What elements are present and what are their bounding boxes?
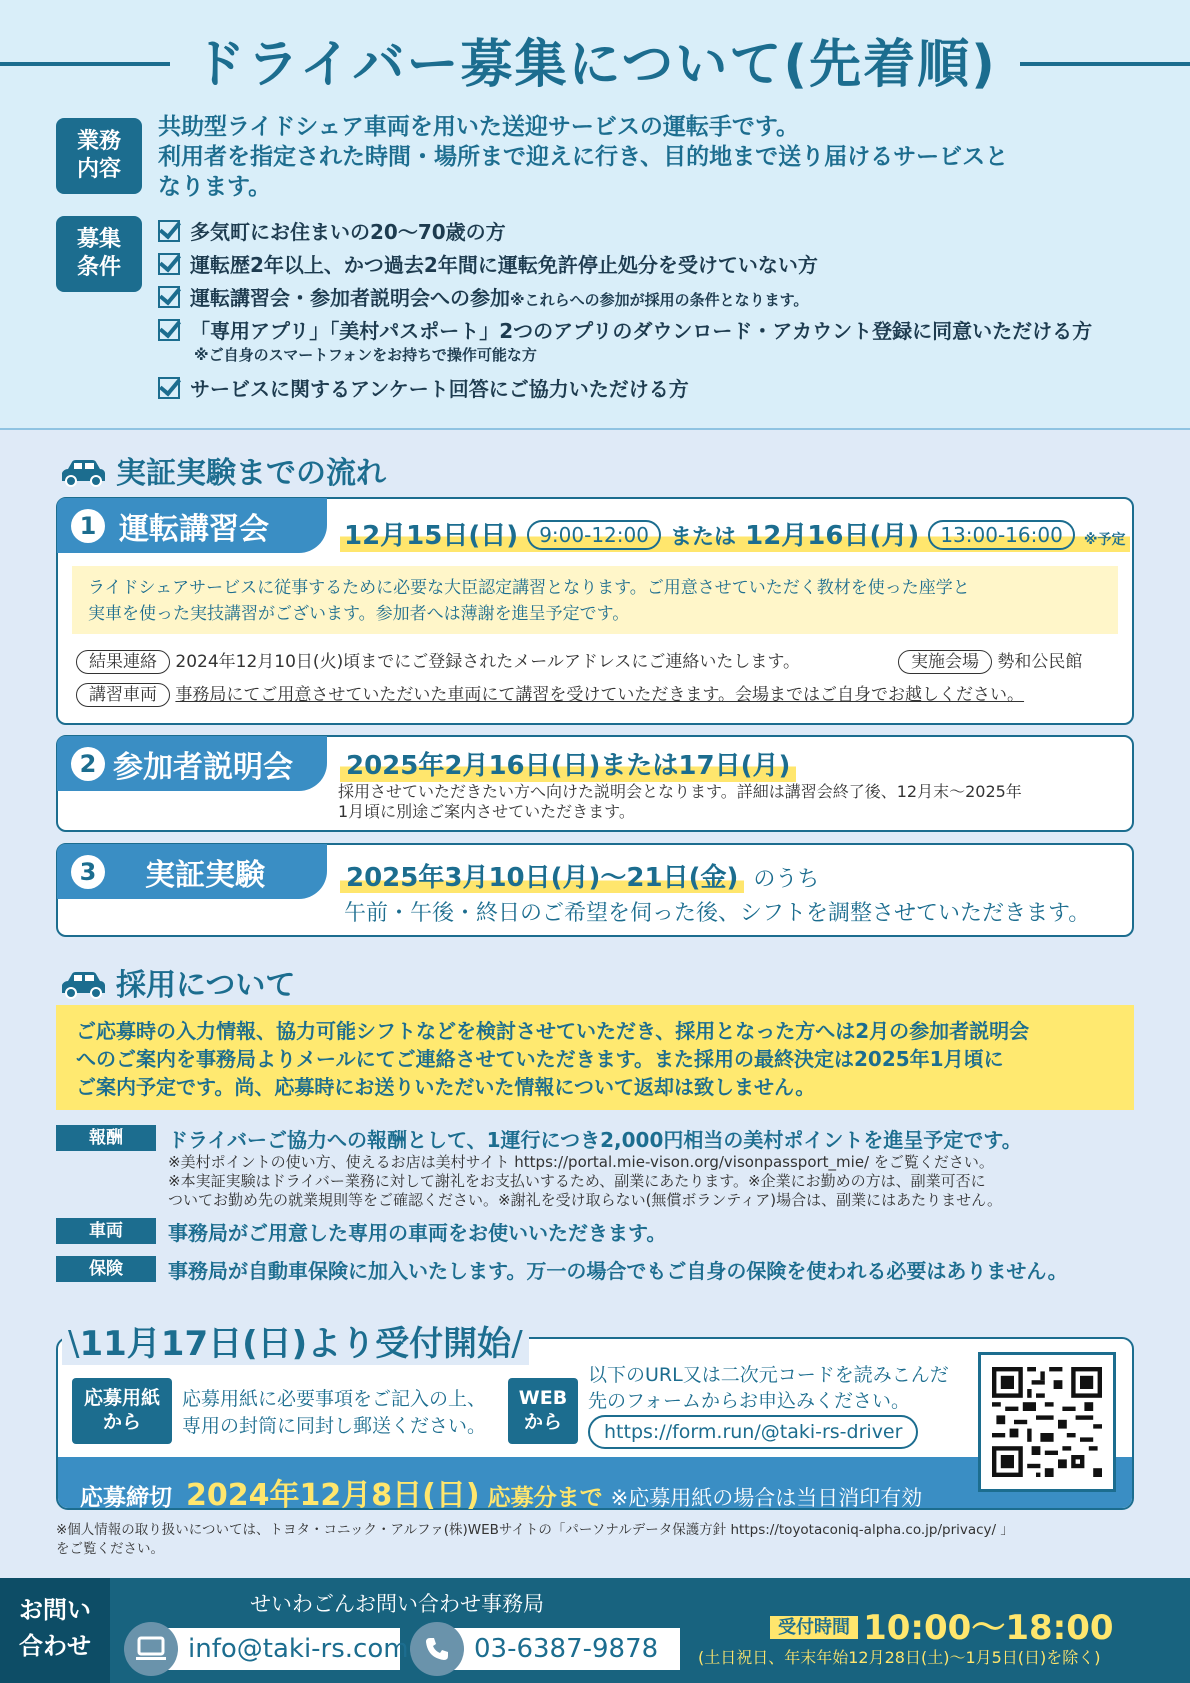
privacy-line: をご覧ください。 [56, 1541, 164, 1557]
result-text: 2024年12月10日(火)頃までにご登録されたメールアドレスにご連絡いたします。 [175, 652, 800, 672]
insurance-info: 事務局が自動車保険に加入いたします。万一の場合でもご自身の保険を使われる必要はありません。 [168, 1259, 1068, 1283]
venue-label: 実施会場 [898, 650, 992, 674]
step2-description [338, 782, 1022, 822]
qr-code[interactable] [978, 1352, 1116, 1492]
hours-value: 10:00〜18:00 [863, 1608, 1114, 1648]
step2-date: 2025年2月16日(日)または17日(月) [340, 745, 796, 782]
condition-text: サービスに関するアンケート回答にご協力いただける方 [190, 377, 689, 401]
reward-note-line: ※本実証実験はドライバー業務に対して謝礼をお支払いするため、副業にあたります。※企業にお勤めの方は、副業可否に [168, 1172, 986, 1190]
deadline-date: 2024年12月8日(日) [186, 1478, 480, 1513]
paper-text-line: 専用の封筒に同封し郵送ください。 [182, 1415, 487, 1437]
job-line: なります。 [158, 174, 272, 200]
deadline-suffix: 応募分まで [487, 1485, 603, 1511]
page-title: ドライバー募集について(先着順) [193, 35, 997, 95]
hours-note: (土日祝日、年末年始12月28日(土)〜1月5日(日)を除く) [698, 1648, 1101, 1667]
paper-label [72, 1378, 172, 1444]
privacy-line: ※個人情報の取り扱いについては、トヨタ・コニック・アルファ(株)WEBサイトの「パーソナルデータ保護方針 https://toyotaconiq-alpha.co.jp/privacy/ 」 [56, 1522, 1014, 1538]
step1-time2: 13:00-16:00 [928, 520, 1075, 550]
phone-text[interactable]: 03-6387-9878 [474, 1634, 659, 1664]
car-icon [58, 459, 108, 487]
apply-start-text: 11月17日(日)より受付開始 [79, 1324, 512, 1364]
venue-text: 勢和公民館 [997, 652, 1083, 672]
apply-start: \11月17日(日)より受付開始/ [62, 1316, 529, 1365]
step1-note: ※予定 [1083, 532, 1126, 548]
step2-desc-line: 採用させていただきたい方へ向けた説明会となります。詳細は講習会終了後、12月末〜2025年 [338, 782, 1022, 801]
contact-office: せいわごんお問い合わせ事務局 [250, 1592, 544, 1616]
checkbox-icon [158, 220, 180, 242]
step3-title: 実証実験 [145, 857, 265, 893]
web-text-line: 以下のURL又は二次元コードを読みこんだ [588, 1364, 949, 1386]
reward-tag: 報酬 [56, 1125, 156, 1151]
email-text[interactable]: info@taki-rs.com [188, 1634, 409, 1664]
paper-label-line: 応募用紙 [83, 1387, 160, 1409]
condition-item [158, 373, 689, 402]
hours-row [770, 1600, 1114, 1649]
step1-or: または [670, 525, 737, 550]
step3-date-suffix: のうち [753, 867, 820, 892]
insurance-tag: 保険 [56, 1256, 156, 1282]
hiring-line: ご応募時の入力情報、協力可能シフトなどを検討させていただき、採用となった方へは2月の参加者説明会 [76, 1019, 1030, 1043]
condition-item [158, 249, 818, 278]
step1-date2: 12月16日(月) [745, 521, 920, 551]
vehicle-label: 講習車両 [76, 683, 170, 707]
contact-label [0, 1578, 110, 1683]
job-description [158, 112, 1008, 202]
condition-text: 多気町にお住まいの20〜70歳の方 [190, 220, 506, 244]
condition-item [158, 282, 808, 311]
flow-heading-text: 実証実験までの流れ [116, 456, 386, 491]
title-rule-right [1020, 62, 1190, 66]
step2-title: 参加者説明会 [113, 749, 293, 785]
condition-text: 運転講習会・参加者説明会への参加 [190, 286, 510, 310]
condition-text: 運転歴2年以上、かつ過去2年間に運転免許停止処分を受けていない方 [190, 253, 818, 277]
web-label-line: から [523, 1411, 562, 1433]
paper-label-line: から [102, 1411, 141, 1433]
web-text [588, 1362, 949, 1414]
hiring-line: へのご案内を事務局よりメールにてご連絡させていただきます。また採用の最終決定は2025年1月頃に [76, 1047, 1004, 1071]
deadline-label: 応募締切 [80, 1485, 172, 1511]
condition-note: ※これらへの参加が採用の条件となります。 [510, 291, 809, 309]
email-box[interactable] [150, 1628, 409, 1670]
paper-text-line: 応募用紙に必要事項をご記入の上、 [182, 1388, 487, 1410]
conditions-label [56, 216, 142, 292]
step2-number: 2 [71, 747, 105, 781]
condition-note: ※ご自身のスマートフォンをお持ちで操作可能な方 [194, 346, 537, 364]
checkbox-icon [158, 377, 180, 399]
phone-icon [410, 1622, 464, 1676]
reward-notes [168, 1153, 1002, 1210]
checkbox-icon [158, 253, 180, 275]
step2-desc-line: 1月頃に別途ご案内させていただきます。 [338, 802, 635, 821]
vehicle-tag: 車両 [56, 1218, 156, 1244]
paper-text [182, 1386, 486, 1440]
deadline-note: ※応募用紙の場合は当日消印有効 [610, 1486, 923, 1510]
phone-box[interactable] [440, 1628, 680, 1670]
job-line: 共助型ライドシェア車両を用いた送迎サービスの運転手です。 [158, 114, 800, 140]
contact-label-line: お問い [19, 1596, 91, 1624]
job-label-line1: 業務 [76, 129, 121, 154]
job-label-line2: 内容 [76, 157, 121, 182]
reward-text: ドライバーご協力への報酬として、1運行につき2,000円相当の美村ポイントを進呈予定です。 [168, 1128, 1022, 1152]
web-label [508, 1378, 578, 1444]
step1-venue-row [898, 647, 1082, 674]
reward-note-line: ※美村ポイントの使い方、使えるお店は美村サイト https://portal.mie-vison.org/visonpassport_mie/ をご覧ください。 [168, 1153, 994, 1171]
result-label: 結果連絡 [76, 650, 170, 674]
job-label [56, 118, 142, 194]
flow-heading [58, 448, 386, 492]
step1-tab [57, 498, 327, 553]
hiring-notice [76, 1017, 1029, 1101]
step1-desc-line: ライドシェアサービスに従事するために必要な大臣認定講習となります。ご用意させていただく教材を使った座学と [88, 578, 970, 598]
step1-schedule [340, 515, 1130, 552]
checkbox-icon [158, 286, 180, 308]
qr-code-icon [992, 1367, 1102, 1477]
hiring-line: ご案内予定です。尚、応募時にお送りいただいた情報について返却は致しません。 [76, 1075, 816, 1099]
condition-text: 「専用アプリ」「美村パスポート」2つのアプリのダウンロード・アカウント登録に同意いただける方 [190, 319, 1093, 343]
web-label-line: WEB [518, 1387, 568, 1409]
privacy-note [56, 1521, 1014, 1559]
conditions-label-line2: 条件 [76, 255, 121, 280]
job-line: 利用者を指定された時間・場所まで迎えに行き、目的地まで送り届けるサービスと [158, 144, 1009, 170]
title-rule-left [0, 62, 170, 66]
conditions-label-line1: 募集 [76, 227, 121, 252]
step3-number: 3 [71, 855, 105, 889]
condition-item [158, 216, 506, 245]
condition-item [158, 315, 1092, 344]
hiring-heading-text: 採用について [116, 968, 296, 1003]
step3-description: 午前・午後・終日のご希望を伺った後、シフトを調整させていただきます。 [344, 901, 1091, 926]
step1-vehicle-row [76, 680, 1024, 707]
deadline-row [80, 1470, 922, 1514]
step1-number: 1 [71, 509, 105, 543]
step3-tab [57, 844, 327, 899]
step1-desc-line: 実車を使った実技講習がございます。参加者へは薄謝を進呈予定です。 [88, 604, 630, 624]
step1-date1: 12月15日(日) [344, 521, 519, 551]
step1-title: 運転講習会 [119, 511, 269, 547]
step1-time1: 9:00-12:00 [527, 520, 661, 550]
car-icon [58, 971, 108, 999]
step2-tab [57, 736, 327, 791]
web-text-line: 先のフォームからお申込みください。 [588, 1390, 911, 1412]
step1-description [88, 575, 970, 627]
contact-label-line: 合わせ [19, 1632, 91, 1660]
vehicle-text: 事務局にてご用意させていただいた車両にて講習を受けていただきます。会場まではご自身でお越しください。 [175, 685, 1025, 705]
hours-label: 受付時間 [770, 1616, 858, 1639]
vehicle-info: 事務局がご用意した専用の車両をお使いいただきます。 [168, 1221, 667, 1245]
computer-icon [124, 1622, 178, 1676]
step3-date: 2025年3月10日(月)〜21日(金) [340, 863, 744, 893]
step1-result-row [76, 647, 800, 674]
checkbox-icon [158, 319, 180, 341]
step3-date-row [340, 857, 819, 894]
form-url-link[interactable]: https://form.run/@taki-rs-driver [588, 1415, 918, 1449]
hiring-heading [58, 960, 295, 1004]
reward-note-line: ついてお勤め先の就業規則等をご確認ください。※謝礼を受け取らない(無償ボランティア)場合は、副業にはあたりません。 [168, 1191, 1002, 1209]
